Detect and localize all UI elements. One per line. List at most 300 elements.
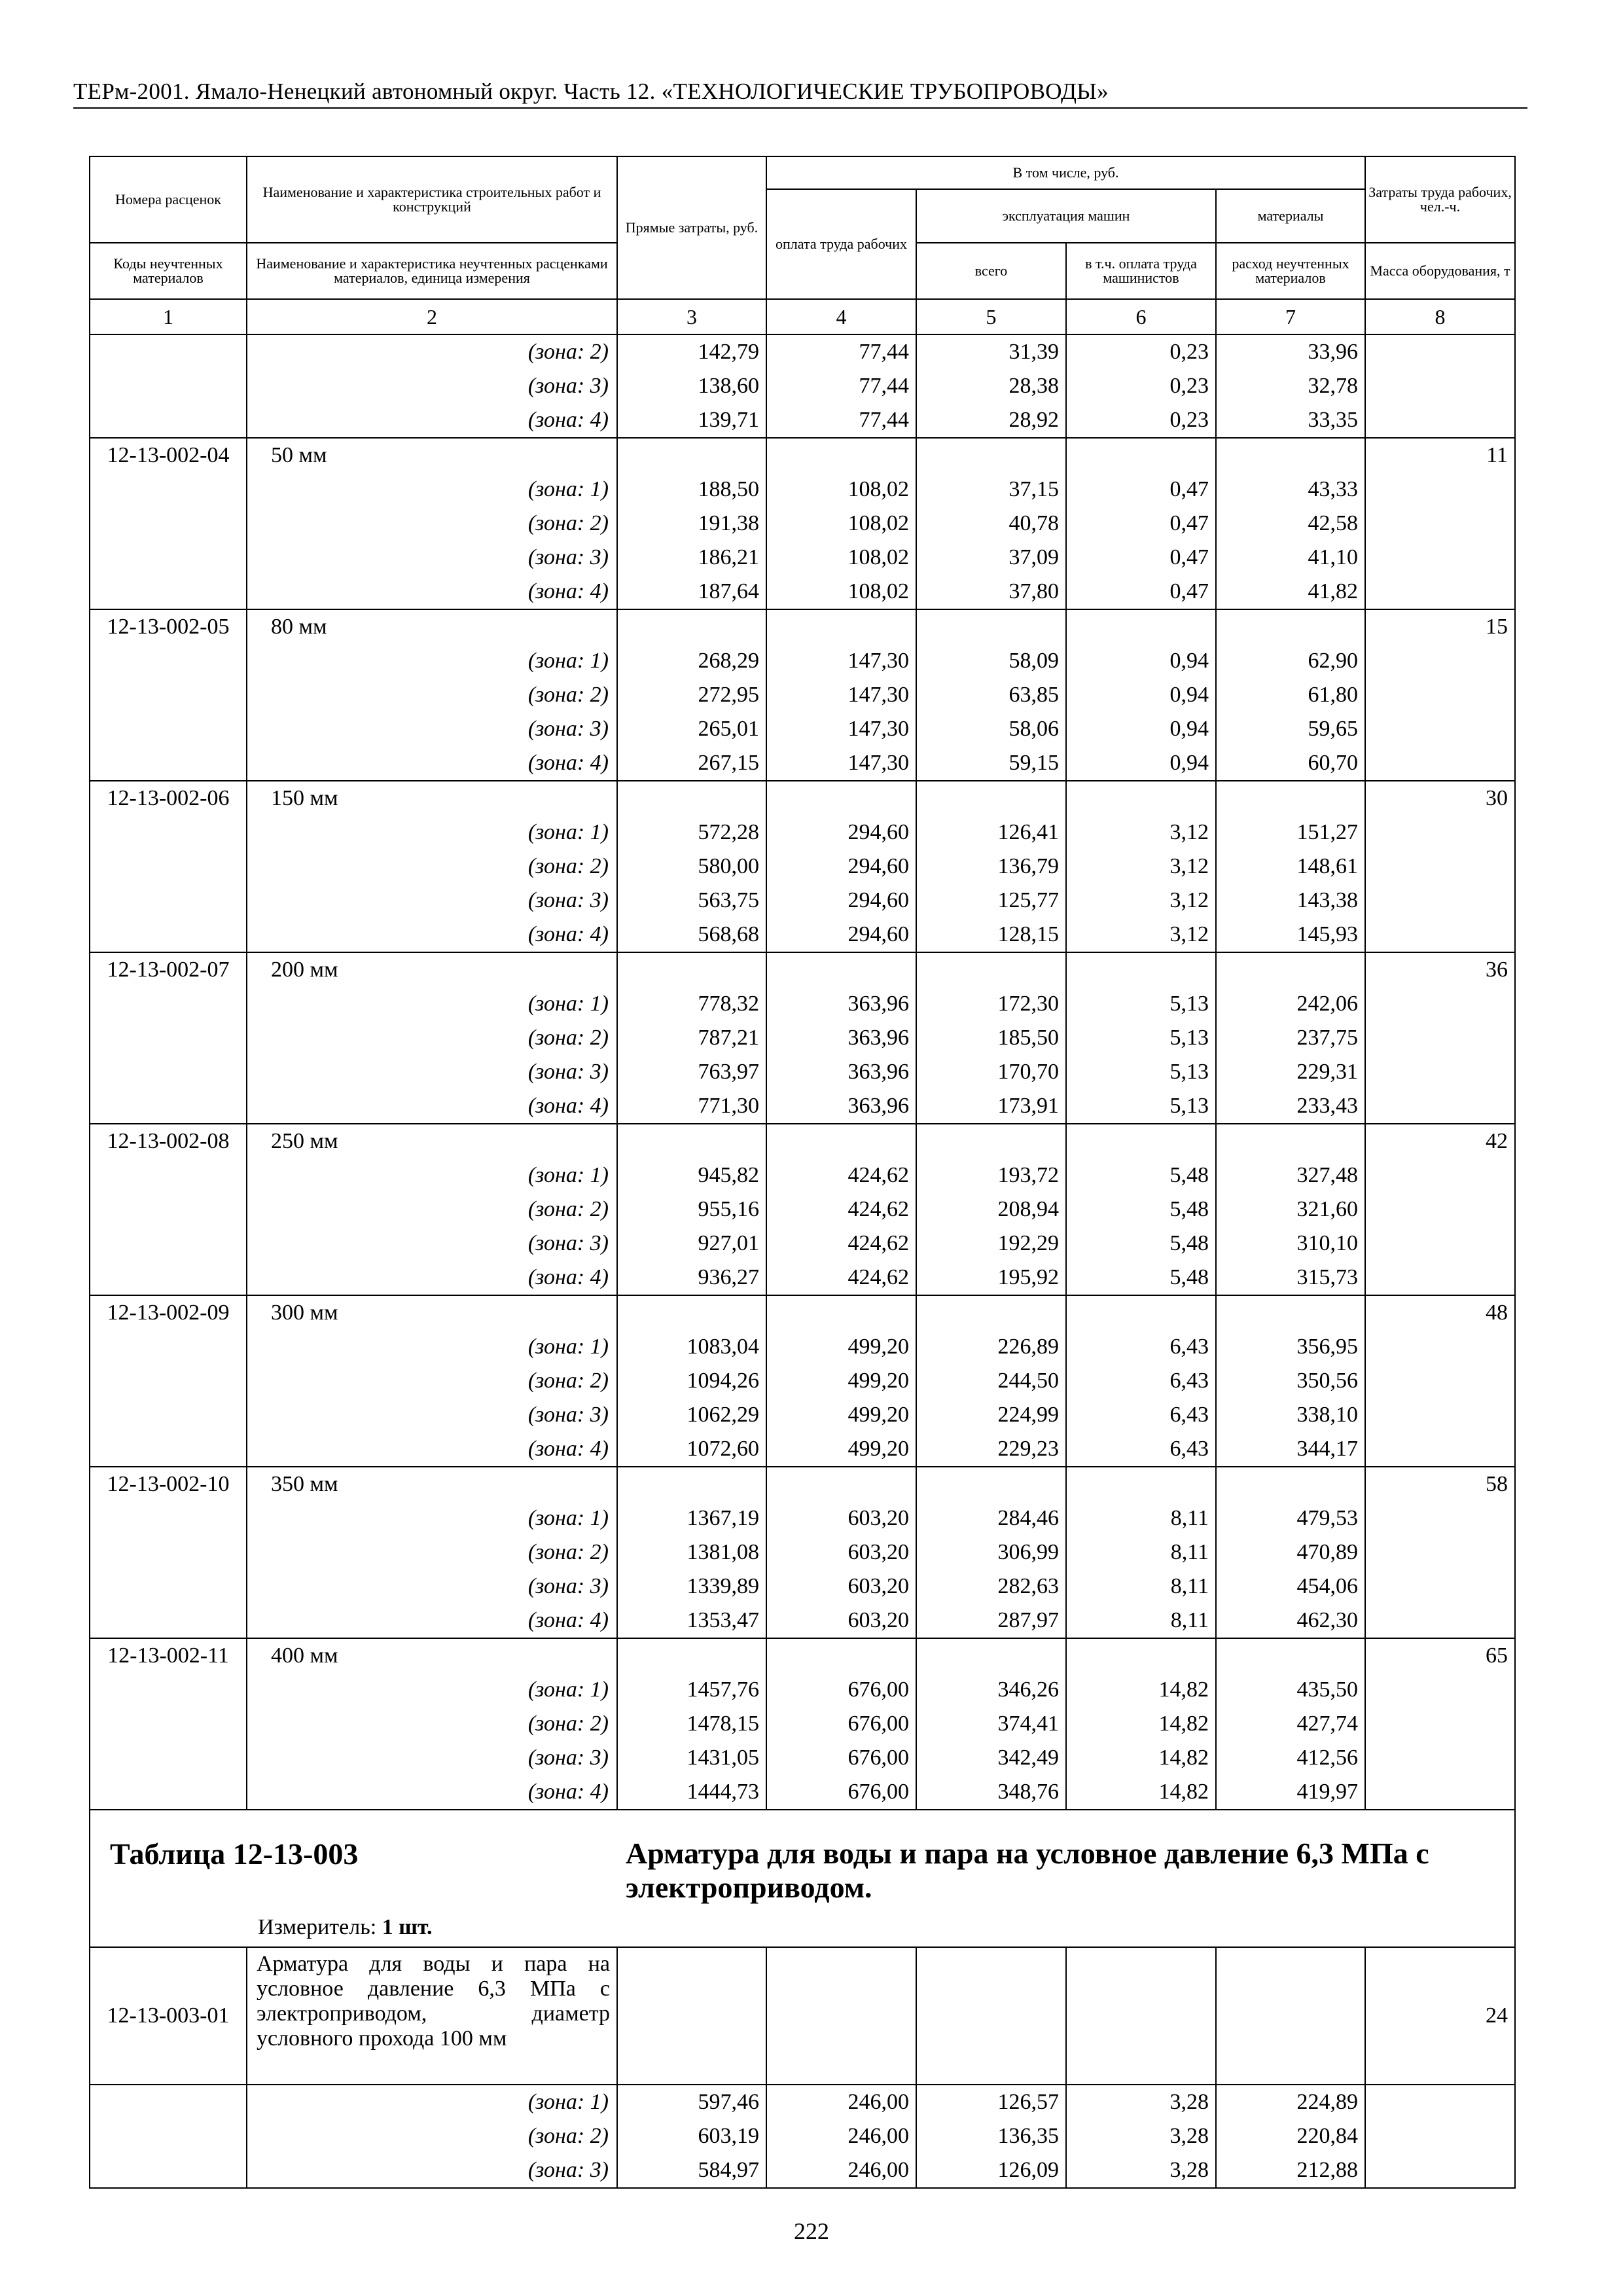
cost-value: 59,15: [916, 746, 1066, 781]
cost-value: 125,77: [916, 884, 1066, 918]
empty-cell: [1365, 1604, 1515, 1638]
empty-cell: [90, 1158, 247, 1193]
cost-value: 33,96: [1216, 334, 1365, 369]
empty-cell: [617, 1124, 766, 1158]
zone-row: [90, 473, 1515, 507]
zone-row: [90, 746, 1515, 781]
zone-label: (зона: 1): [247, 644, 617, 678]
empty-cell: [1365, 1089, 1515, 1124]
zone-label: (зона: 3): [247, 1398, 617, 1432]
cost-value: 1072,60: [617, 1432, 766, 1467]
cost-value: 0,23: [1066, 334, 1216, 369]
cost-value: 28,38: [916, 369, 1066, 403]
cost-value: 1339,89: [617, 1570, 766, 1604]
cost-value: 5,13: [1066, 1021, 1216, 1055]
cost-value: 5,48: [1066, 1193, 1216, 1227]
cost-value: 603,20: [766, 1604, 916, 1638]
empty-cell: [1216, 1638, 1365, 1673]
empty-cell: [90, 884, 247, 918]
empty-cell: [1365, 1398, 1515, 1432]
zone-label: (зона: 2): [247, 1535, 617, 1570]
zone-label: (зона: 2): [247, 334, 617, 369]
cost-value: 147,30: [766, 712, 916, 746]
zone-row: [90, 1432, 1515, 1467]
cost-value: 136,79: [916, 850, 1066, 884]
zone-row: [90, 403, 1515, 438]
cost-value: 37,80: [916, 575, 1066, 609]
cost-value: 32,78: [1216, 369, 1365, 403]
cost-value: 42,58: [1216, 507, 1365, 541]
col-head-naim-neuchten: Наименование и характеристика неучтенных расценками материалов, единица измерения: [247, 243, 617, 299]
rate-code: 12-13-002-07: [90, 952, 247, 987]
cost-value: 237,75: [1216, 1021, 1365, 1055]
empty-cell: [1365, 987, 1515, 1021]
col-head-nomera: Номера расценок: [90, 156, 247, 243]
cost-value: 8,11: [1066, 1570, 1216, 1604]
cost-value: 603,19: [617, 2119, 766, 2153]
cost-value: 5,13: [1066, 1055, 1216, 1089]
col-number: 2: [247, 299, 617, 334]
rate-row: [90, 1295, 1515, 1330]
cost-value: 126,09: [916, 2153, 1066, 2188]
cost-value: 6,43: [1066, 1364, 1216, 1398]
empty-cell: [90, 1673, 247, 1707]
cost-value: 267,15: [617, 746, 766, 781]
zone-label: (зона: 4): [247, 1604, 617, 1638]
cost-value: 771,30: [617, 1089, 766, 1124]
zone-row: [90, 918, 1515, 952]
empty-cell: [1365, 884, 1515, 918]
labor-cost: 48: [1365, 1295, 1515, 1330]
cost-value: 363,96: [766, 987, 916, 1021]
empty-cell: [90, 575, 247, 609]
cost-value: 108,02: [766, 473, 916, 507]
col-head-oplata: оплата труда рабочих: [766, 189, 916, 299]
cost-value: 603,20: [766, 1501, 916, 1535]
section-label: Таблица 12-13-003: [110, 1837, 359, 1871]
zone-label: (зона: 3): [247, 1055, 617, 1089]
cost-value: 8,11: [1066, 1501, 1216, 1535]
cost-value: 8,11: [1066, 1604, 1216, 1638]
empty-cell: [1365, 1021, 1515, 1055]
empty-cell: [1365, 678, 1515, 712]
cost-value: 139,71: [617, 403, 766, 438]
cost-value: 224,99: [916, 1398, 1066, 1432]
cost-value: 147,30: [766, 678, 916, 712]
empty-cell: [90, 1741, 247, 1775]
zone-label: (зона: 2): [247, 678, 617, 712]
cost-value: 246,00: [766, 2153, 916, 2188]
zone-label: (зона: 4): [247, 1775, 617, 1810]
empty-cell: [1365, 403, 1515, 438]
zone-label: (зона: 4): [247, 746, 617, 781]
cost-value: 148,61: [1216, 850, 1365, 884]
cost-value: 294,60: [766, 918, 916, 952]
zone-row: [90, 1158, 1515, 1193]
rate-row: [90, 438, 1515, 473]
empty-cell: [1066, 1467, 1216, 1501]
cost-value: 294,60: [766, 816, 916, 850]
empty-cell: [1365, 541, 1515, 575]
rate-name: 250 мм: [247, 1124, 617, 1158]
empty-cell: [1216, 609, 1365, 644]
empty-cell: [90, 1021, 247, 1055]
cost-value: 435,50: [1216, 1673, 1365, 1707]
cost-value: 1353,47: [617, 1604, 766, 1638]
rate-row: [90, 1467, 1515, 1501]
col-number: 1: [90, 299, 247, 334]
zone-row: [90, 850, 1515, 884]
zone-label: (зона: 1): [247, 2085, 617, 2119]
cost-value: 6,43: [1066, 1432, 1216, 1467]
measure-value: 1 шт.: [382, 1915, 433, 1939]
cost-value: 43,33: [1216, 473, 1365, 507]
empty-cell: [90, 1604, 247, 1638]
zone-label: (зона: 2): [247, 1193, 617, 1227]
empty-cell: [90, 678, 247, 712]
rates-body-2: [90, 1947, 1515, 2188]
zone-row: [90, 712, 1515, 746]
cost-value: 60,70: [1216, 746, 1365, 781]
cost-value: 1094,26: [617, 1364, 766, 1398]
cost-value: 212,88: [1216, 2153, 1365, 2188]
cost-value: 233,43: [1216, 1089, 1365, 1124]
empty-cell: [766, 1638, 916, 1673]
cost-value: 499,20: [766, 1330, 916, 1364]
zone-row: [90, 1227, 1515, 1261]
cost-value: 151,27: [1216, 816, 1365, 850]
empty-cell: [90, 2085, 247, 2119]
zone-label: (зона: 3): [247, 541, 617, 575]
cost-value: 136,35: [916, 2119, 1066, 2153]
empty-cell: [766, 781, 916, 816]
cost-value: 945,82: [617, 1158, 766, 1193]
empty-cell: [1365, 2085, 1515, 2119]
cost-value: 356,95: [1216, 1330, 1365, 1364]
empty-cell: [1365, 2153, 1515, 2188]
zone-label: (зона: 2): [247, 1364, 617, 1398]
empty-cell: [1365, 473, 1515, 507]
cost-value: 3,12: [1066, 884, 1216, 918]
zone-row: [90, 1021, 1515, 1055]
rate-code: 12-13-002-10: [90, 1467, 247, 1501]
zone-row: [90, 575, 1515, 609]
cost-value: 580,00: [617, 850, 766, 884]
cost-value: 33,35: [1216, 403, 1365, 438]
rate-row: [90, 952, 1515, 987]
zone-label: (зона: 3): [247, 1741, 617, 1775]
col-head-rashod: расход неучтенных материалов: [1216, 243, 1365, 299]
cost-value: 6,43: [1066, 1330, 1216, 1364]
cost-value: 499,20: [766, 1432, 916, 1467]
zone-label: (зона: 3): [247, 712, 617, 746]
zone-label: (зона: 4): [247, 1432, 617, 1467]
empty-cell: [1365, 369, 1515, 403]
empty-cell: [1365, 507, 1515, 541]
empty-cell: [1365, 1741, 1515, 1775]
labor-cost: 42: [1365, 1124, 1515, 1158]
cost-value: 1062,29: [617, 1398, 766, 1432]
col-number: 8: [1365, 299, 1515, 334]
empty-cell: [1365, 850, 1515, 884]
empty-cell: [90, 850, 247, 884]
empty-cell: [766, 438, 916, 473]
col-head-kody: Коды неучтенных материалов: [90, 243, 247, 299]
empty-cell: [90, 2119, 247, 2153]
empty-cell: [617, 1638, 766, 1673]
empty-cell: [1066, 438, 1216, 473]
price-table: [89, 156, 1516, 2189]
cost-value: 936,27: [617, 1261, 766, 1295]
cost-value: 424,62: [766, 1193, 916, 1227]
empty-cell: [916, 952, 1066, 987]
cost-value: 58,06: [916, 712, 1066, 746]
zone-row: [90, 1055, 1515, 1089]
cost-value: 374,41: [916, 1707, 1066, 1741]
empty-cell: [617, 952, 766, 987]
empty-cell: [1365, 1055, 1515, 1089]
rate-code: 12-13-002-09: [90, 1295, 247, 1330]
cost-value: 454,06: [1216, 1570, 1365, 1604]
cost-value: 321,60: [1216, 1193, 1365, 1227]
cost-value: 0,47: [1066, 541, 1216, 575]
cost-value: 126,41: [916, 816, 1066, 850]
empty-cell: [90, 918, 247, 952]
col-head-materialy: материалы: [1216, 189, 1365, 243]
cost-value: 676,00: [766, 1775, 916, 1810]
empty-cell: [90, 1501, 247, 1535]
empty-cell: [617, 438, 766, 473]
empty-cell: [90, 507, 247, 541]
cost-value: 242,06: [1216, 987, 1365, 1021]
cost-value: 927,01: [617, 1227, 766, 1261]
cost-value: 14,82: [1066, 1673, 1216, 1707]
cost-value: 306,99: [916, 1535, 1066, 1570]
empty-cell: [1365, 1707, 1515, 1741]
cost-value: 5,48: [1066, 1261, 1216, 1295]
zone-row: [90, 2085, 1515, 2119]
cost-value: 220,84: [1216, 2119, 1365, 2153]
section-measure: [258, 1915, 433, 1940]
col-head-naimenovanie: Наименование и характеристика строительных работ и конструкций: [247, 156, 617, 243]
cost-value: 28,92: [916, 403, 1066, 438]
zone-row: [90, 1604, 1515, 1638]
rate-code: 12-13-002-06: [90, 781, 247, 816]
cost-value: 597,46: [617, 2085, 766, 2119]
cost-value: 363,96: [766, 1055, 916, 1089]
cost-value: 193,72: [916, 1158, 1066, 1193]
cost-value: 173,91: [916, 1089, 1066, 1124]
cost-value: 499,20: [766, 1364, 916, 1398]
empty-cell: [916, 1638, 1066, 1673]
empty-cell: [90, 1055, 247, 1089]
cost-value: 195,92: [916, 1261, 1066, 1295]
empty-cell: [1365, 575, 1515, 609]
empty-cell: [1365, 1261, 1515, 1295]
empty-cell: [766, 609, 916, 644]
zone-row: [90, 1535, 1515, 1570]
cost-value: 37,09: [916, 541, 1066, 575]
cost-value: 412,56: [1216, 1741, 1365, 1775]
cost-value: 128,15: [916, 918, 1066, 952]
cost-value: 272,95: [617, 678, 766, 712]
zone-row: [90, 884, 1515, 918]
col-number: 4: [766, 299, 916, 334]
zone-label: (зона: 2): [247, 1021, 617, 1055]
rate-code: 12-13-002-08: [90, 1124, 247, 1158]
col-head-pryamye: Прямые затраты, руб.: [617, 156, 766, 299]
empty-cell: [90, 644, 247, 678]
rate-name: 50 мм: [247, 438, 617, 473]
zone-row: [90, 507, 1515, 541]
empty-cell: [1365, 1193, 1515, 1227]
zone-row: [90, 1501, 1515, 1535]
empty-cell: [90, 1570, 247, 1604]
cost-value: 1457,76: [617, 1673, 766, 1707]
cost-value: 126,57: [916, 2085, 1066, 2119]
cost-value: 1381,08: [617, 1535, 766, 1570]
col-number: 3: [617, 299, 766, 334]
rate-name: 200 мм: [247, 952, 617, 987]
zone-row: [90, 1398, 1515, 1432]
zone-row: [90, 644, 1515, 678]
cost-value: 37,15: [916, 473, 1066, 507]
cost-value: 229,23: [916, 1432, 1066, 1467]
cost-value: 763,97: [617, 1055, 766, 1089]
empty-cell: [1365, 644, 1515, 678]
empty-cell: [1365, 1570, 1515, 1604]
cost-value: 147,30: [766, 746, 916, 781]
empty-cell: [1216, 1467, 1365, 1501]
cost-value: 208,94: [916, 1193, 1066, 1227]
cost-value: 14,82: [1066, 1775, 1216, 1810]
cost-value: 424,62: [766, 1158, 916, 1193]
cost-value: 676,00: [766, 1707, 916, 1741]
zone-label: (зона: 3): [247, 369, 617, 403]
cost-value: 268,29: [617, 644, 766, 678]
cost-value: 479,53: [1216, 1501, 1365, 1535]
cost-value: 282,63: [916, 1570, 1066, 1604]
empty-cell: [1066, 781, 1216, 816]
empty-cell: [617, 1467, 766, 1501]
cost-value: 1444,73: [617, 1775, 766, 1810]
empty-cell: [90, 816, 247, 850]
zone-row: [90, 1330, 1515, 1364]
empty-cell: [90, 712, 247, 746]
col-head-vsego: всего: [916, 243, 1066, 299]
rate-row: [90, 781, 1515, 816]
zone-label: (зона: 3): [247, 1570, 617, 1604]
cost-value: 108,02: [766, 507, 916, 541]
cost-value: 0,94: [1066, 712, 1216, 746]
zone-label: (зона: 1): [247, 1501, 617, 1535]
empty-cell: [916, 1467, 1066, 1501]
cost-value: 0,23: [1066, 369, 1216, 403]
empty-cell: [90, 746, 247, 781]
empty-cell: [90, 1535, 247, 1570]
empty-cell: [1365, 1227, 1515, 1261]
empty-cell: [916, 1124, 1066, 1158]
col-head-ekspluatacia: эксплуатация машин: [916, 189, 1216, 243]
empty-cell: [1365, 746, 1515, 781]
zone-label: (зона: 4): [247, 1261, 617, 1295]
empty-cell: [90, 1089, 247, 1124]
empty-cell: [1365, 918, 1515, 952]
zone-label: (зона: 1): [247, 987, 617, 1021]
cost-value: 584,97: [617, 2153, 766, 2188]
empty-cell: [617, 1295, 766, 1330]
zone-label: (зона: 4): [247, 575, 617, 609]
empty-cell: [916, 609, 1066, 644]
cost-value: 77,44: [766, 369, 916, 403]
empty-cell: [90, 1398, 247, 1432]
col-number: 7: [1216, 299, 1365, 334]
zone-row: [90, 1089, 1515, 1124]
empty-cell: [90, 1775, 247, 1810]
empty-cell: [1216, 1124, 1365, 1158]
zone-label: (зона: 2): [247, 2119, 617, 2153]
rate-name: 80 мм: [247, 609, 617, 644]
empty-cell: [90, 403, 247, 438]
cost-value: 77,44: [766, 334, 916, 369]
section-header: [90, 1810, 1515, 1947]
cost-value: 244,50: [916, 1364, 1066, 1398]
zone-label: (зона: 1): [247, 473, 617, 507]
empty-cell: [1066, 1124, 1216, 1158]
cost-value: 147,30: [766, 644, 916, 678]
cost-value: 14,82: [1066, 1741, 1216, 1775]
cost-value: 0,23: [1066, 403, 1216, 438]
cost-value: 246,00: [766, 2085, 916, 2119]
empty-cell: [1365, 816, 1515, 850]
cost-value: 143,38: [1216, 884, 1365, 918]
cost-value: 226,89: [916, 1330, 1066, 1364]
zone-label: (зона: 3): [247, 2153, 617, 2188]
cost-value: 40,78: [916, 507, 1066, 541]
empty-cell: [90, 1707, 247, 1741]
zone-label: (зона: 3): [247, 1227, 617, 1261]
empty-cell: [1365, 1432, 1515, 1467]
cost-value: 185,50: [916, 1021, 1066, 1055]
zone-label: (зона: 4): [247, 403, 617, 438]
cost-value: 0,94: [1066, 644, 1216, 678]
cost-value: 1367,19: [617, 1501, 766, 1535]
cost-value: 310,10: [1216, 1227, 1365, 1261]
cost-value: 348,76: [916, 1775, 1066, 1810]
cost-value: 145,93: [1216, 918, 1365, 952]
cost-value: 499,20: [766, 1398, 916, 1432]
empty-cell: [916, 781, 1066, 816]
cost-value: 424,62: [766, 1261, 916, 1295]
empty-cell: [1365, 334, 1515, 369]
cost-value: 229,31: [1216, 1055, 1365, 1089]
cost-value: 676,00: [766, 1673, 916, 1707]
zone-row: [90, 541, 1515, 575]
cost-value: 58,09: [916, 644, 1066, 678]
empty-cell: [90, 369, 247, 403]
cost-value: 284,46: [916, 1501, 1066, 1535]
cost-value: 1431,05: [617, 1741, 766, 1775]
col-head-v-t-ch: в т.ч. оплата труда машинистов: [1066, 243, 1216, 299]
zone-row: [90, 334, 1515, 369]
cost-value: 8,11: [1066, 1535, 1216, 1570]
cost-value: 5,13: [1066, 1089, 1216, 1124]
zone-label: (зона: 1): [247, 816, 617, 850]
rate-description: Арматура для воды и пара на условное давление 6,3 МПа с электроприводом, диаметр условного прохода 100 мм: [247, 1947, 617, 2085]
cost-value: 77,44: [766, 403, 916, 438]
cost-value: 0,94: [1066, 746, 1216, 781]
zone-row: [90, 1741, 1515, 1775]
